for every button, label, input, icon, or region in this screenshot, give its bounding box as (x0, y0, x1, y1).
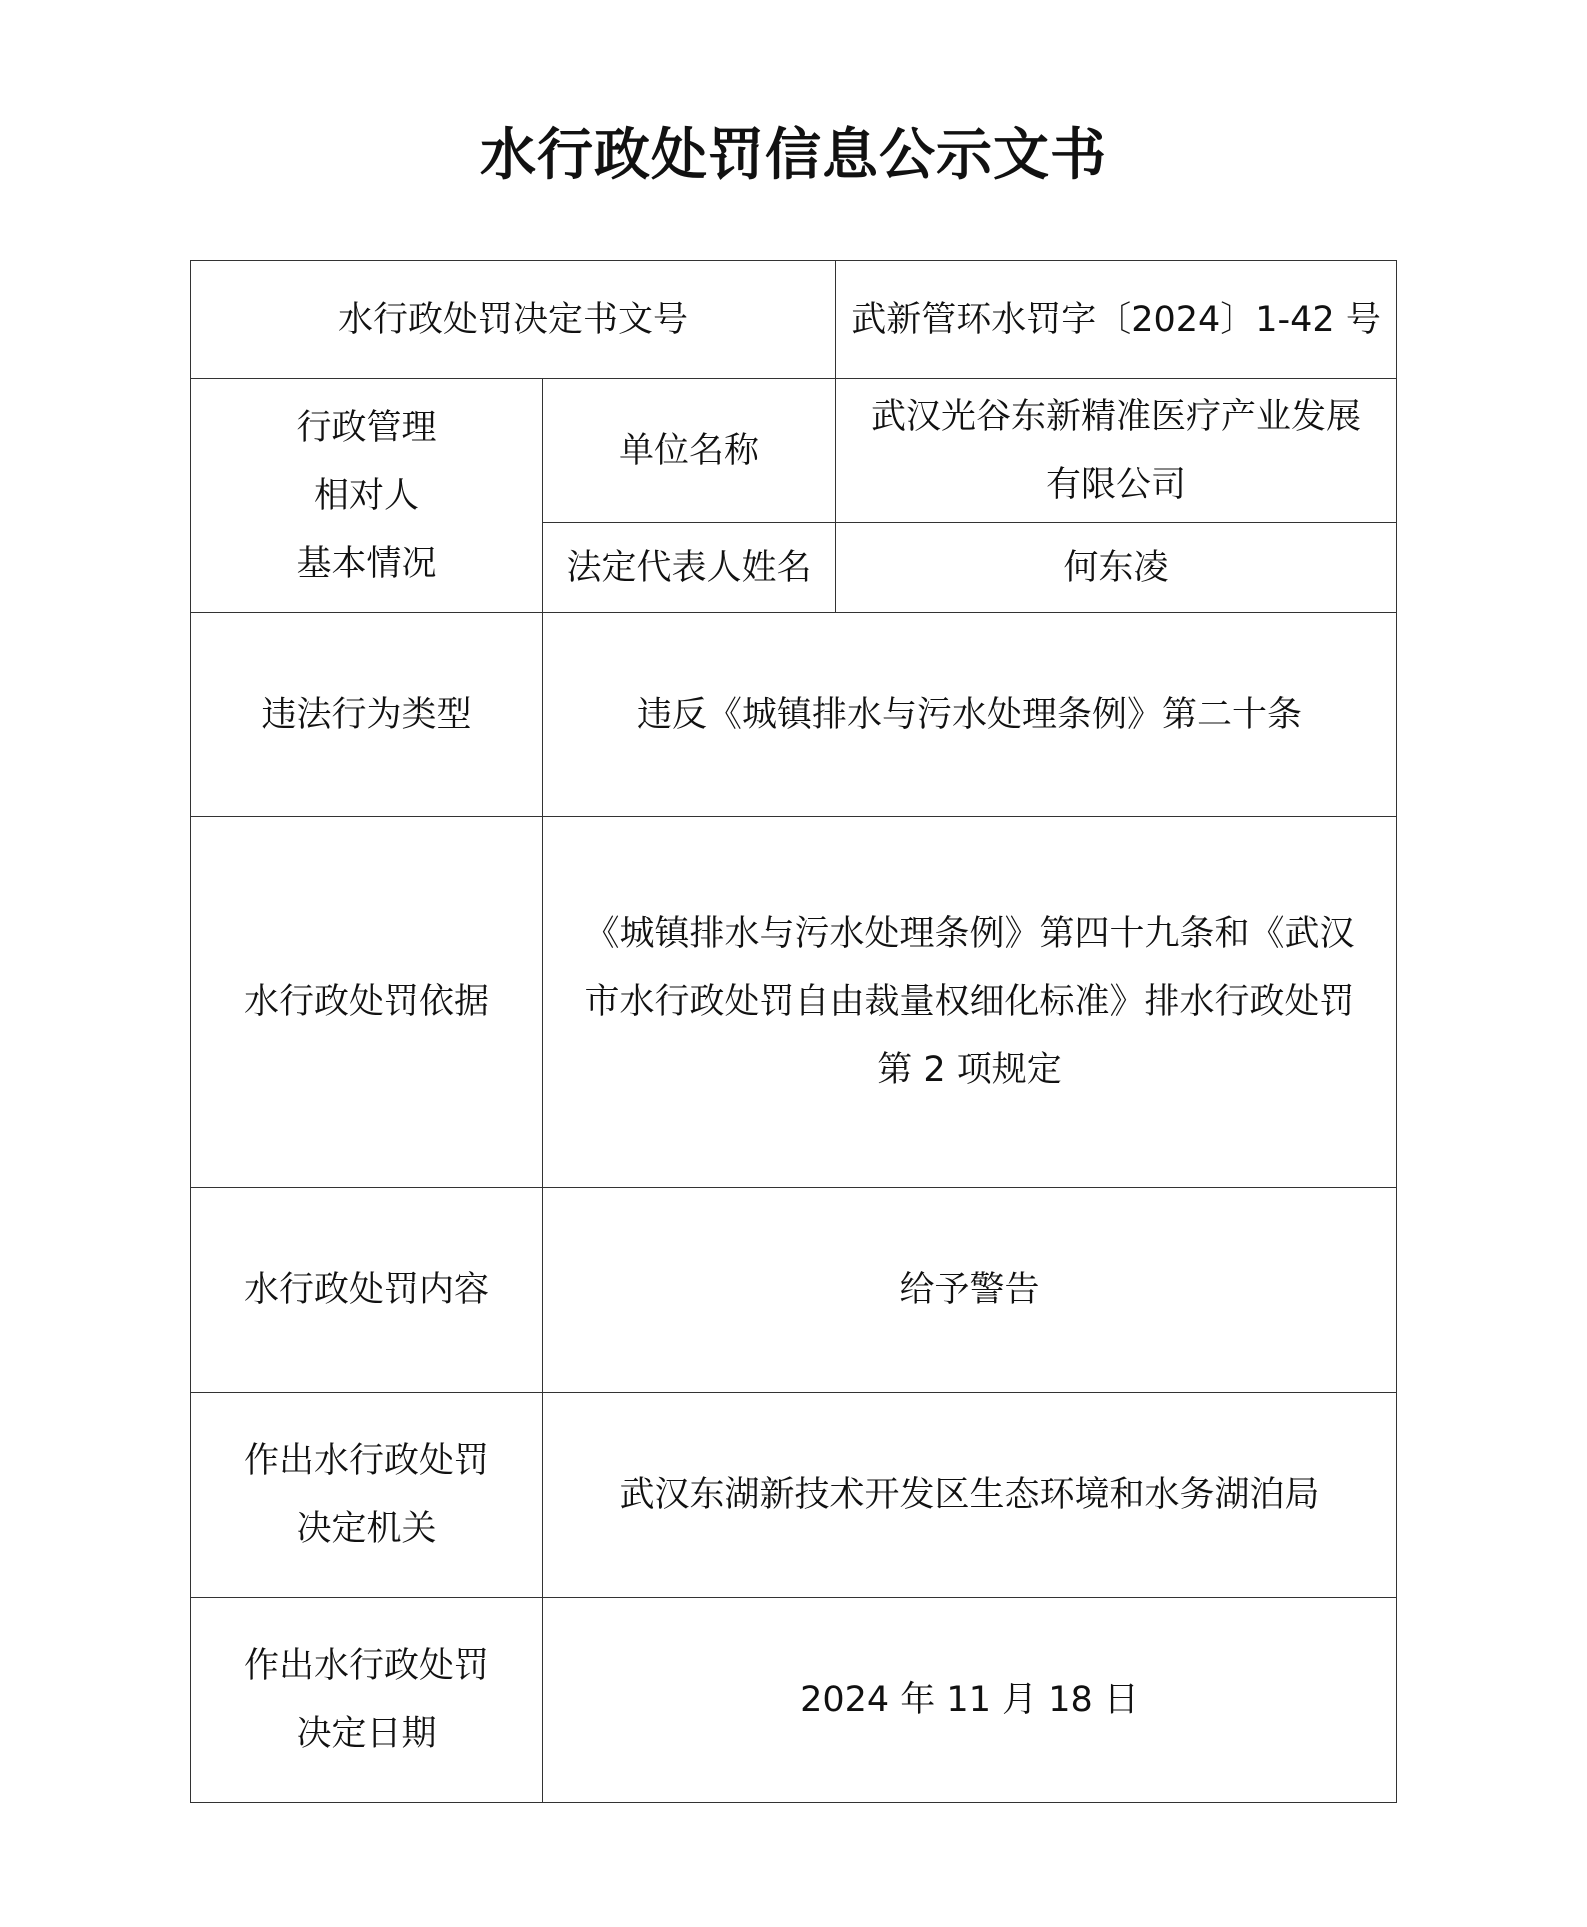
penalty-basis-line: 《城镇排水与污水处理条例》第四十九条和《武汉 (584, 914, 1355, 954)
decision-number-value: 武新管环水罚字〔2024〕1-42 号 (836, 261, 1397, 379)
party-label-line: 相对人 (313, 475, 419, 516)
decision-date-label-line: 决定日期 (296, 1714, 437, 1754)
decision-date-value: 2024 年 11 月 18 日 (543, 1598, 1397, 1803)
penalty-info-table (190, 260, 1397, 1803)
row-violation-type (191, 613, 1397, 817)
penalty-basis-line: 第 2 项规定 (877, 1050, 1062, 1090)
decision-number-label: 水行政处罚决定书文号 (191, 261, 836, 379)
unit-name-line: 有限公司 (1046, 464, 1187, 505)
row-penalty-basis (191, 817, 1397, 1188)
deciding-authority-value: 武汉东湖新技术开发区生态环境和水务湖泊局 (543, 1393, 1397, 1598)
unit-name-line: 武汉光谷东新精准医疗产业发展 (871, 396, 1362, 437)
unit-name-label: 单位名称 (543, 379, 836, 523)
penalty-content-value: 给予警告 (543, 1188, 1397, 1393)
row-penalty-content (191, 1188, 1397, 1393)
penalty-content-label: 水行政处罚内容 (191, 1188, 543, 1393)
violation-type-label: 违法行为类型 (191, 613, 543, 817)
party-label-line: 基本情况 (296, 543, 437, 584)
row-deciding-authority (191, 1393, 1397, 1598)
party-basic-info-label (191, 379, 543, 613)
deciding-authority-label-line: 作出水行政处罚 (243, 1441, 489, 1481)
deciding-authority-label (191, 1393, 543, 1598)
legal-representative-value: 何东凌 (836, 523, 1397, 613)
decision-date-label-line: 作出水行政处罚 (243, 1646, 489, 1686)
penalty-basis-label: 水行政处罚依据 (191, 817, 543, 1188)
decision-date-label (191, 1598, 543, 1803)
row-decision-date (191, 1598, 1397, 1803)
deciding-authority-label-line: 决定机关 (296, 1509, 437, 1549)
penalty-basis-value (543, 817, 1397, 1188)
row-unit-name (191, 379, 1397, 523)
party-label-line: 行政管理 (296, 407, 437, 448)
document-title: 水行政处罚信息公示文书 (480, 122, 1107, 188)
violation-type-value: 违反《城镇排水与污水处理条例》第二十条 (543, 613, 1397, 817)
unit-name-value (836, 379, 1397, 523)
row-decision-number (191, 261, 1397, 379)
legal-representative-label: 法定代表人姓名 (543, 523, 836, 613)
penalty-basis-line: 市水行政处罚自由裁量权细化标准》排水行政处罚 (584, 982, 1355, 1022)
